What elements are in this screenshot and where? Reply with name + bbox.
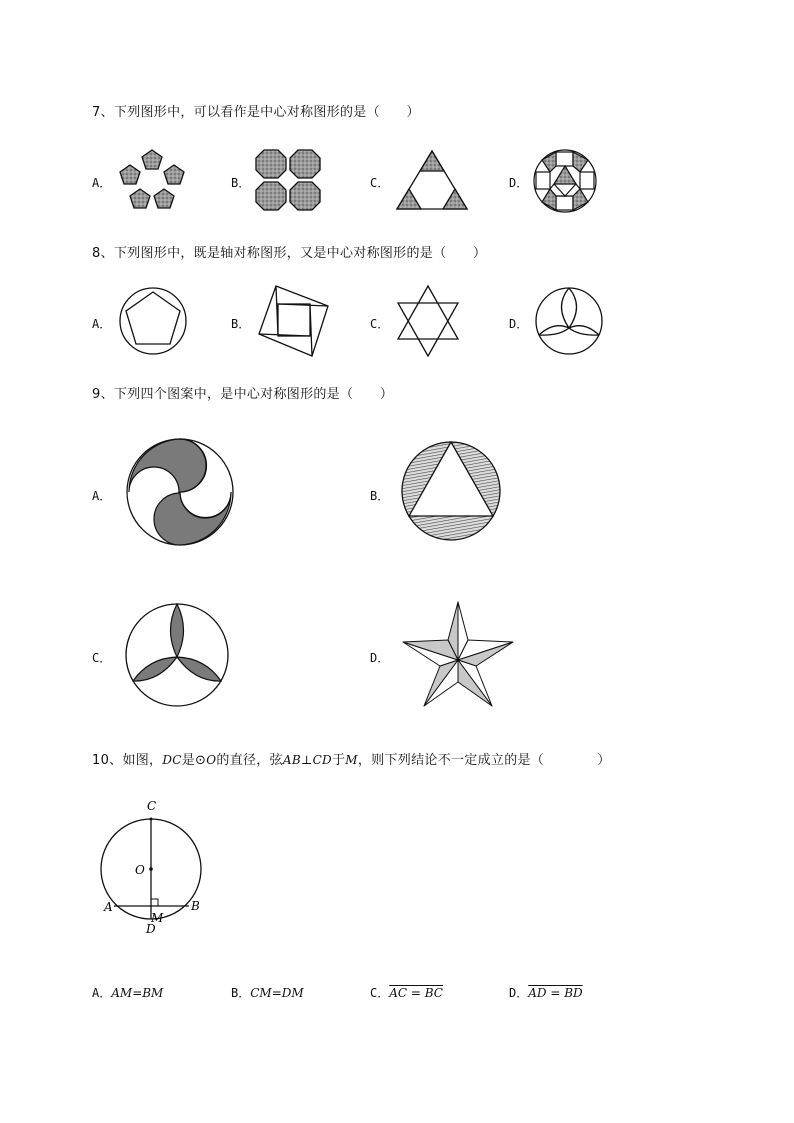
q10-stem-dc: DC — [162, 753, 182, 767]
question-10-stem — [92, 749, 611, 768]
q10-figure-circle-diagram — [96, 798, 216, 940]
q8-option-a-label: A． — [92, 317, 112, 331]
q7-figure-c-triangle — [394, 148, 470, 212]
q10-stem-ab-perp-cd: AB⊥CD — [282, 753, 332, 767]
q10-stem-part-1: 10、如图， — [92, 753, 163, 768]
q10-label-a: A — [104, 900, 113, 914]
q9-figure-d-star — [400, 600, 516, 710]
q10-stem-m: M — [345, 753, 358, 767]
question-7-stem: 7、下列图形中，可以看作是中心对称图形的是（ ） — [92, 105, 420, 120]
q10-option-b-text: CM=DM — [250, 986, 304, 1000]
q7-option-b-label: B． — [231, 176, 251, 190]
q9-figure-b-triangle-in-circle — [400, 440, 502, 542]
q10-option-a-label: A． — [92, 986, 112, 1000]
q8-figure-b-square-pattern — [256, 284, 330, 358]
q10-stem-part-4: 于 — [331, 753, 346, 768]
q10-label-c: C — [147, 799, 157, 813]
q10-stem-part-2: 是⊙ — [181, 753, 207, 768]
q10-label-m: M — [151, 911, 164, 925]
q10-option-c-label: C． — [370, 986, 390, 1000]
q9-option-c-label: C． — [92, 651, 112, 665]
q10-option-d-text: AD = BD — [528, 986, 583, 1000]
q8-figure-c-hexagram — [394, 284, 462, 358]
q8-option-d-label: D． — [509, 317, 529, 331]
q9-figure-a-swirl — [124, 436, 236, 548]
q8-option-b-label: B． — [231, 317, 251, 331]
q9-figure-c-three-leaves — [124, 600, 230, 708]
q10-option-b-label: B． — [231, 986, 251, 1000]
question-8-stem: 8、下列图形中，既是轴对称图形，又是中心对称图形的是（ ） — [92, 246, 487, 261]
q10-option-b — [231, 982, 304, 1001]
q10-option-c — [370, 982, 443, 1001]
q8-option-c-label: C． — [370, 317, 390, 331]
q7-option-d-label: D． — [509, 176, 529, 190]
q7-figure-d-circle-pattern — [532, 148, 598, 214]
q10-option-d-label: D． — [509, 986, 529, 1000]
q10-label-b: B — [191, 899, 200, 913]
question-9-stem: 9、下列四个图案中，是中心对称图形的是（ ） — [92, 387, 394, 402]
q9-option-b-label: B． — [370, 489, 390, 503]
q10-option-d — [509, 982, 583, 1001]
q8-figure-d-three-arcs — [534, 286, 604, 356]
q10-label-o: O — [135, 863, 145, 877]
q10-stem-o: O — [206, 753, 217, 767]
q9-option-d-label: D． — [370, 651, 390, 665]
q7-option-c-label: C． — [370, 176, 390, 190]
q10-stem-part-5: ，则下列结论不一定成立的是（ ） — [357, 753, 611, 768]
q10-option-c-text: AC = BC — [389, 986, 443, 1000]
q10-option-a — [92, 982, 163, 1001]
q9-option-a-label: A． — [92, 489, 112, 503]
q7-figure-b-octagons — [254, 148, 322, 212]
q7-figure-a-pentagons — [114, 145, 190, 215]
q10-option-a-text: AM=BM — [111, 986, 164, 1000]
q8-figure-a-pentagon-in-circle — [118, 286, 188, 356]
q7-option-a-label: A． — [92, 176, 112, 190]
q10-stem-part-3: 的直径，弦 — [216, 753, 283, 768]
q10-label-d: D — [146, 922, 156, 936]
